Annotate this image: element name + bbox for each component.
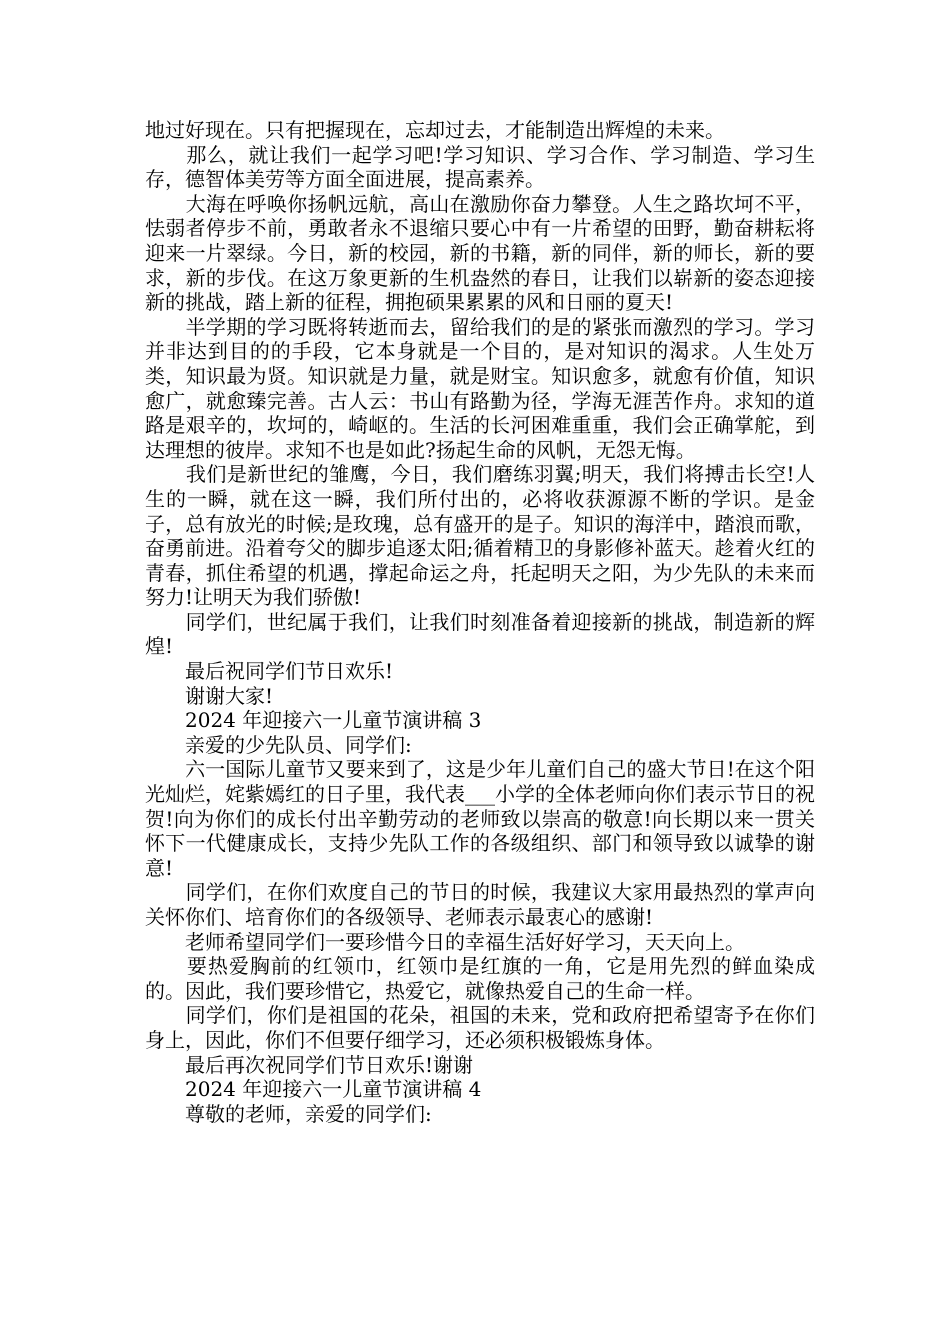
section-heading-4: 2024 年迎接六一儿童节演讲稿 4: [145, 1077, 482, 1102]
paragraph-12: 同学们，在你们欢度自己的节日的时候，我建议大家用最热烈的掌声向关怀你们、培育你们的各级领导、老师表示最衷心的感谢!: [145, 880, 815, 929]
paragraph-3: 大海在呼唤你扬帆远航，高山在激励你奋力攀登。人生之路坎坷不平，怯弱者停步不前，勇敢者永不退缩只要心中有一片希望的田野，勤奋耕耘将迎来一片翠绿。今日，新的校园，新的书籍，新的同伴，新的师长，新的要求，新的步伐。在这万象更新的生机盎然的春日，让我们以崭新的姿态迎接新的挑战，踏上新的征程，拥抱硕果累累的风和日丽的夏天!: [145, 191, 815, 315]
salutation-3: 亲爱的少先队员、同学们:: [145, 732, 412, 757]
paragraph-5: 我们是新世纪的雏鹰，今日，我们磨练羽翼;明天，我们将搏击长空!人生的一瞬，就在这一瞬，我们所付出的，必将收获源源不断的学识。是金子，总有放光的时候;是玫瑰，总有盛开的是子。知识的海洋中，踏浪而歌，奋勇前进。沿着夸父的脚步追逐太阳;循着精卫的身影修补蓝天。趁着火红的青春，抓住希望的机遇，撑起命运之舟，托起明天之阳，为少先队的未来而努力!让明天为我们骄傲!: [145, 462, 815, 610]
paragraph-16: 最后再次祝同学们节日欢乐!谢谢: [145, 1052, 474, 1077]
paragraph-2: 那么，就让我们一起学习吧!学习知识、学习合作、学习制造、学习生存，德智体美劳等方面全面进展，提高素养。: [145, 142, 815, 192]
paragraph-14: 要热爱胸前的红领巾，红领巾是红旗的一角，它是用先烈的鲜血染成的。因此，我们要珍惜它，热爱它，就像热爱自己的生命一样。: [145, 954, 815, 1003]
paragraph-8: 谢谢大家!: [145, 683, 274, 708]
document-body: [145, 118, 815, 1126]
paragraph-1: 地过好现在。只有把握现在，忘却过去，才能制造出辉煌的未来。: [145, 118, 725, 142]
paragraph-15: 同学们，你们是祖国的花朵，祖国的未来，党和政府把希望寄予在你们身上，因此，你们不但要仔细学习，还必须积极锻炼身体。: [145, 1003, 815, 1052]
salutation-4: 尊敬的老师，亲爱的同学们:: [145, 1101, 432, 1126]
paragraph-13: 老师希望同学们一要珍惜今日的幸福生活好好学习，天天向上。: [145, 929, 745, 954]
section-heading-3: 2024 年迎接六一儿童节演讲稿 3: [145, 708, 482, 733]
paragraph-7: 最后祝同学们节日欢乐!: [145, 659, 394, 684]
paragraph-11: 六一国际儿童节又要来到了，这是少年儿童们自己的盛大节日!在这个阳光灿烂，姹紫嫣红的日子里，我代表___小学的全体老师向你们表示节日的祝贺!向为你们的成长付出辛勤劳动的老师致以崇高的敬意!向长期以来一贯关怀下一代健康成长，支持少先队工作的各级组织、部门和领导致以诚挚的谢意!: [145, 757, 815, 880]
paragraph-4: 半学期的学习既将转逝而去，留给我们的是的紧张而激烈的学习。学习并非达到目的的手段，它本身就是一个目的，是对知识的渴求。人生处万类，知识最为贤。知识就是力量，就是财宝。知识愈多，就愈有价值，知识愈广，就愈臻完善。古人云：书山有路勤为径，学海无涯苦作舟。求知的道路是艰辛的，坎坷的，崎岖的。生活的长河困难重重，我们会正确掌舵，到达理想的彼岸。求知不也是如此?扬起生命的风帆，无怨无悔。: [145, 314, 815, 462]
paragraph-6: 同学们，世纪属于我们，让我们时刻准备着迎接新的挑战，制造新的辉煌!: [145, 609, 815, 659]
